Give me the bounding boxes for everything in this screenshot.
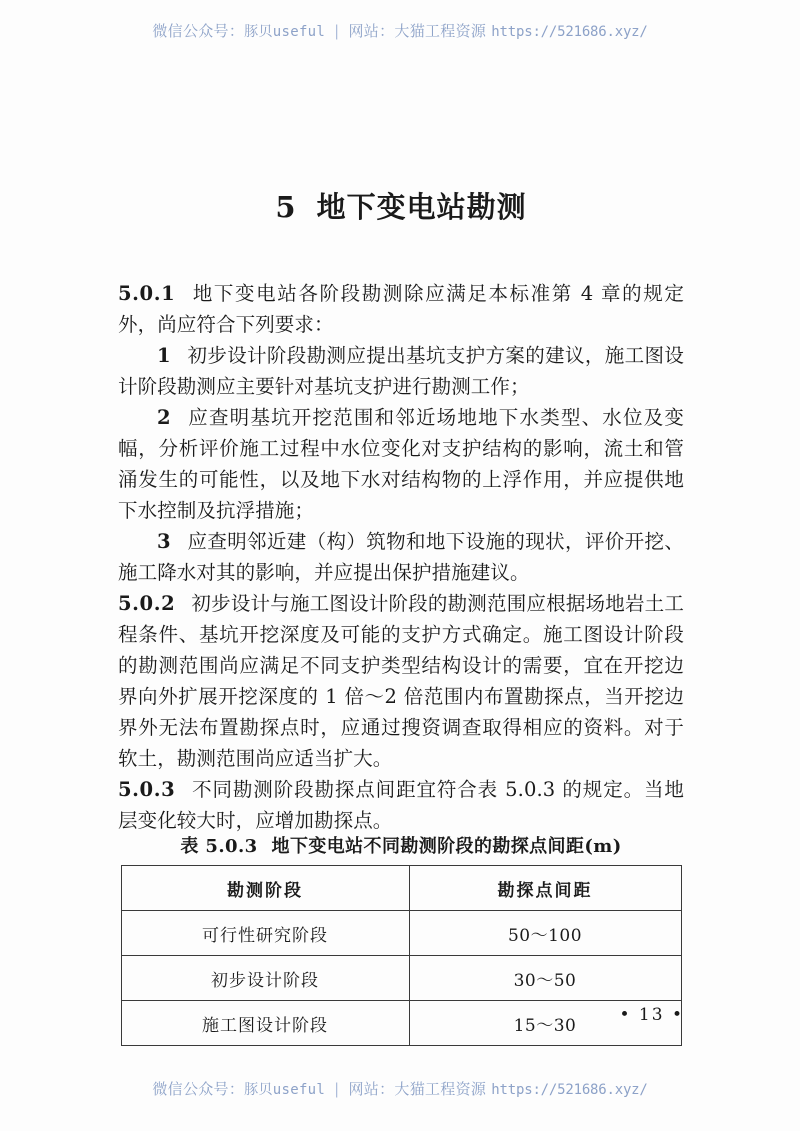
watermark-wechat-name: 豚贝useful xyxy=(244,1082,326,1098)
clause-5-0-3 xyxy=(118,774,684,836)
watermark-separator: | xyxy=(334,22,340,40)
watermark-site-label: 网站： xyxy=(348,22,395,40)
clause-5-0-2 xyxy=(118,588,684,774)
page-title xyxy=(118,185,684,226)
table-cell-spacing: 50～100 xyxy=(409,911,681,956)
table-cell-stage: 施工图设计阶段 xyxy=(121,1001,409,1046)
table-header-row xyxy=(121,866,681,911)
page-number: • 13 • xyxy=(619,1005,684,1025)
table-caption-label: 表 5.0.3 xyxy=(180,836,258,857)
watermark-site-label: 网站： xyxy=(348,1080,395,1098)
watermark-url: https://521686.xyz/ xyxy=(491,1082,648,1098)
chapter-number: 5 xyxy=(275,190,297,224)
table-cell-spacing: 15～30 xyxy=(409,1001,681,1046)
watermark-site-name: 大猫工程资源 xyxy=(394,22,487,40)
clause-label: 5.0.1 xyxy=(118,282,176,305)
watermark-header xyxy=(0,20,800,41)
clause-label: 5.0.3 xyxy=(118,778,176,801)
item-label: 2 xyxy=(157,406,172,429)
clause-item-3 xyxy=(118,526,684,588)
table-row xyxy=(121,956,681,1001)
watermark-url: https://521686.xyz/ xyxy=(491,24,648,40)
item-text: 应查明基坑开挖范围和邻近场地地下水类型、水位及变幅，分析评价施工过程中水位变化对支护结构的影响，流土和管涌发生的可能性，以及地下水对结构物的上浮作用，并应提供地下水控制及抗浮措施； xyxy=(118,406,684,522)
table-header-spacing: 勘探点间距 xyxy=(409,866,681,911)
table-cell-spacing: 30～50 xyxy=(409,956,681,1001)
clause-item-2 xyxy=(118,402,684,526)
table-header-stage: 勘测阶段 xyxy=(121,866,409,911)
clause-item-1 xyxy=(118,340,684,402)
table-cell-stage: 初步设计阶段 xyxy=(121,956,409,1001)
watermark-separator: | xyxy=(334,1080,340,1098)
table-row xyxy=(121,911,681,956)
clause-text: 初步设计与施工图设计阶段的勘测范围应根据场地岩土工程条件、基坑开挖深度及可能的支护方式确定。施工图设计阶段的勘测范围尚应满足不同支护类型结构设计的需要，宜在开挖边界向外扩展开挖深度的 1 倍～2 倍范围内布置勘探点，当开挖边界外无法布置勘探点时，应通过搜资调查取得相应的资料。对于软土，勘测范围尚应适当扩大。 xyxy=(118,592,684,770)
item-label: 3 xyxy=(157,530,172,553)
clause-5-0-1 xyxy=(118,278,684,340)
chapter-title-text: 地下变电站勘测 xyxy=(316,190,527,224)
body-text-block xyxy=(118,278,684,836)
clause-text: 不同勘测阶段勘探点间距宜符合表 5.0.3 的规定。当地层变化较大时，应增加勘探点。 xyxy=(118,778,684,832)
clause-text: 地下变电站各阶段勘测除应满足本标准第 4 章的规定外，尚应符合下列要求： xyxy=(118,282,684,336)
watermark-site-name: 大猫工程资源 xyxy=(394,1080,487,1098)
item-text: 应查明邻近建（构）筑物和地下设施的现状，评价开挖、施工降水对其的影响，并应提出保护措施建议。 xyxy=(118,530,684,584)
watermark-footer xyxy=(0,1078,800,1099)
watermark-wechat-name: 豚贝useful xyxy=(244,24,326,40)
table-cell-stage: 可行性研究阶段 xyxy=(121,911,409,956)
watermark-wechat-label: 微信公众号： xyxy=(152,22,245,40)
item-label: 1 xyxy=(157,344,172,367)
clause-label: 5.0.2 xyxy=(118,592,176,615)
watermark-wechat-label: 微信公众号： xyxy=(152,1080,245,1098)
item-text: 初步设计阶段勘测应提出基坑支护方案的建议，施工图设计阶段勘测应主要针对基坑支护进行勘测工作； xyxy=(118,344,684,398)
table-caption xyxy=(118,832,684,858)
table-caption-text: 地下变电站不同勘测阶段的勘探点间距(m) xyxy=(271,836,622,857)
